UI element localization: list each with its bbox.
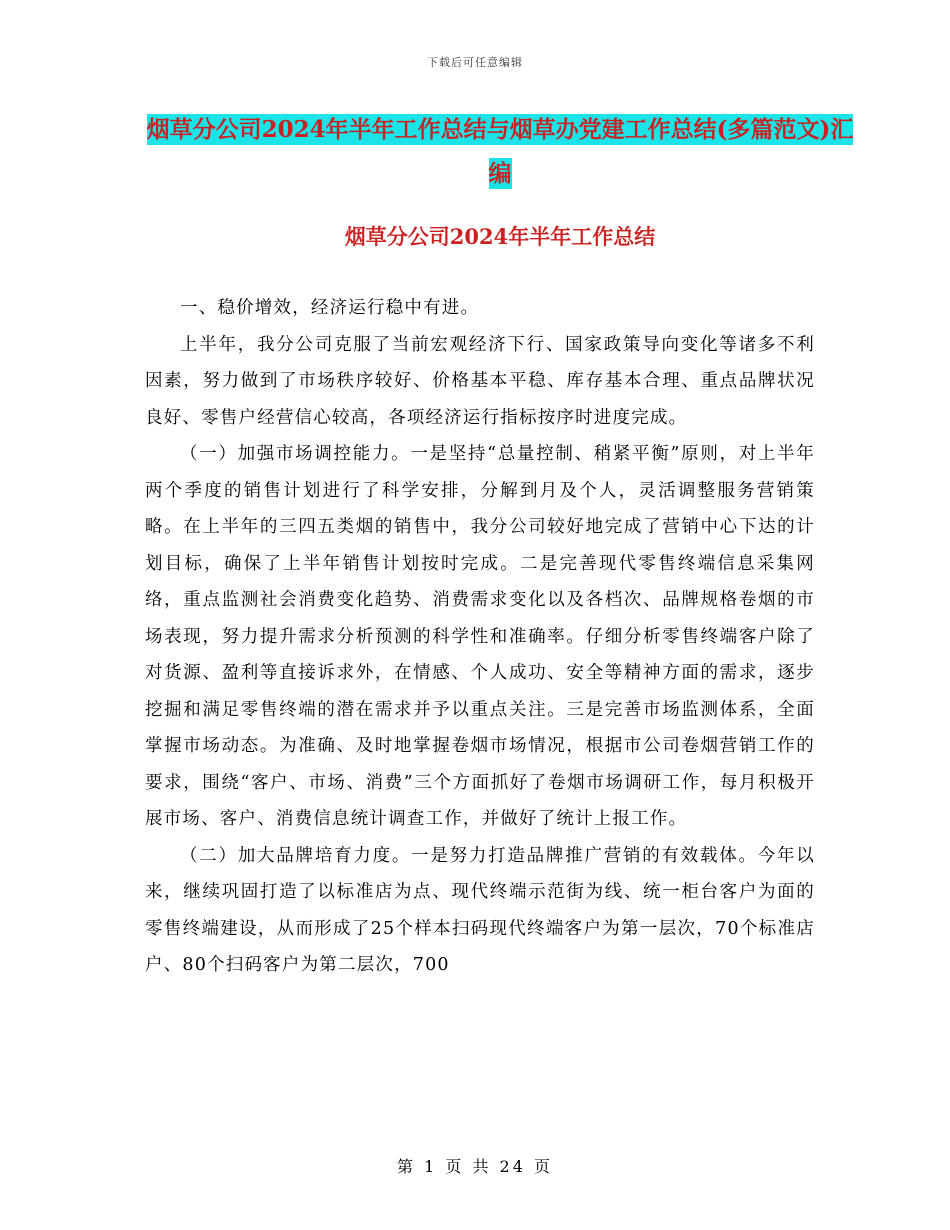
section-title: 烟草分公司2024年半年工作总结 [344, 224, 656, 249]
paragraph: （二）加大品牌培育力度。一是努力打造品牌推广营销的有效载体。今年以来，继续巩固打造了以标准店为点、现代终端示范街为线、统一柜台客户为面的零售终端建设，从而形成了25个样本扫码现代终端客户为第一层次，70个标准店户、80个扫码客户为第二层次，700 [145, 845, 815, 975]
paragraph: 上半年，我分公司克服了当前宏观经济下行、国家政策导向变化等诸多不利因素，努力做到了市场秩序较好、价格基本平稳、库存基本合理、重点品牌状况良好、零售户经营信心较高，各项经济运行指标按序时进度完成。 [145, 334, 815, 428]
document-title-text: 烟草分公司2024年半年工作总结与烟草办党建工作总结(多篇范文)汇编 [146, 116, 854, 187]
page-number-footer: 第 1 页 共 24 页 [397, 1157, 553, 1176]
document-title [140, 108, 860, 196]
document-body [145, 290, 815, 984]
paragraph: 一、稳价增效，经济运行稳中有进。 [180, 298, 480, 318]
paragraph: （一）加强市场调控能力。一是坚持“总量控制、稍紧平衡”原则，对上半年两个季度的销售计划进行了科学安排，分解到月及个人，灵活调整服务营销策略。在上半年的三四五类烟的销售中，我分公司较好地完成了营销中心下达的计划目标，确保了上半年销售计划按时完成。二是完善现代零售终端信息采集网络，重点监测社会消费变化趋势、消费需求变化以及各档次、品牌规格卷烟的市场表现，努力提升需求分析预测的科学性和准确率。仔细分析零售终端客户除了对货源、盈利等直接诉求外，在情感、个人成功、安全等精神方面的需求，逐步挖掘和满足零售终端的潜在需求并予以重点关注。三是完善市场监测体系，全面掌握市场动态。为准确、及时地掌握卷烟市场情况，根据市公司卷烟营销工作的要求，围绕“客户、市场、消费”三个方面抓好了卷烟市场调研工作，每月积极开展市场、客户、消费信息统计调查工作，并做好了统计上报工作。 [145, 444, 815, 829]
page-header-note: 下载后可任意编辑 [427, 56, 523, 69]
